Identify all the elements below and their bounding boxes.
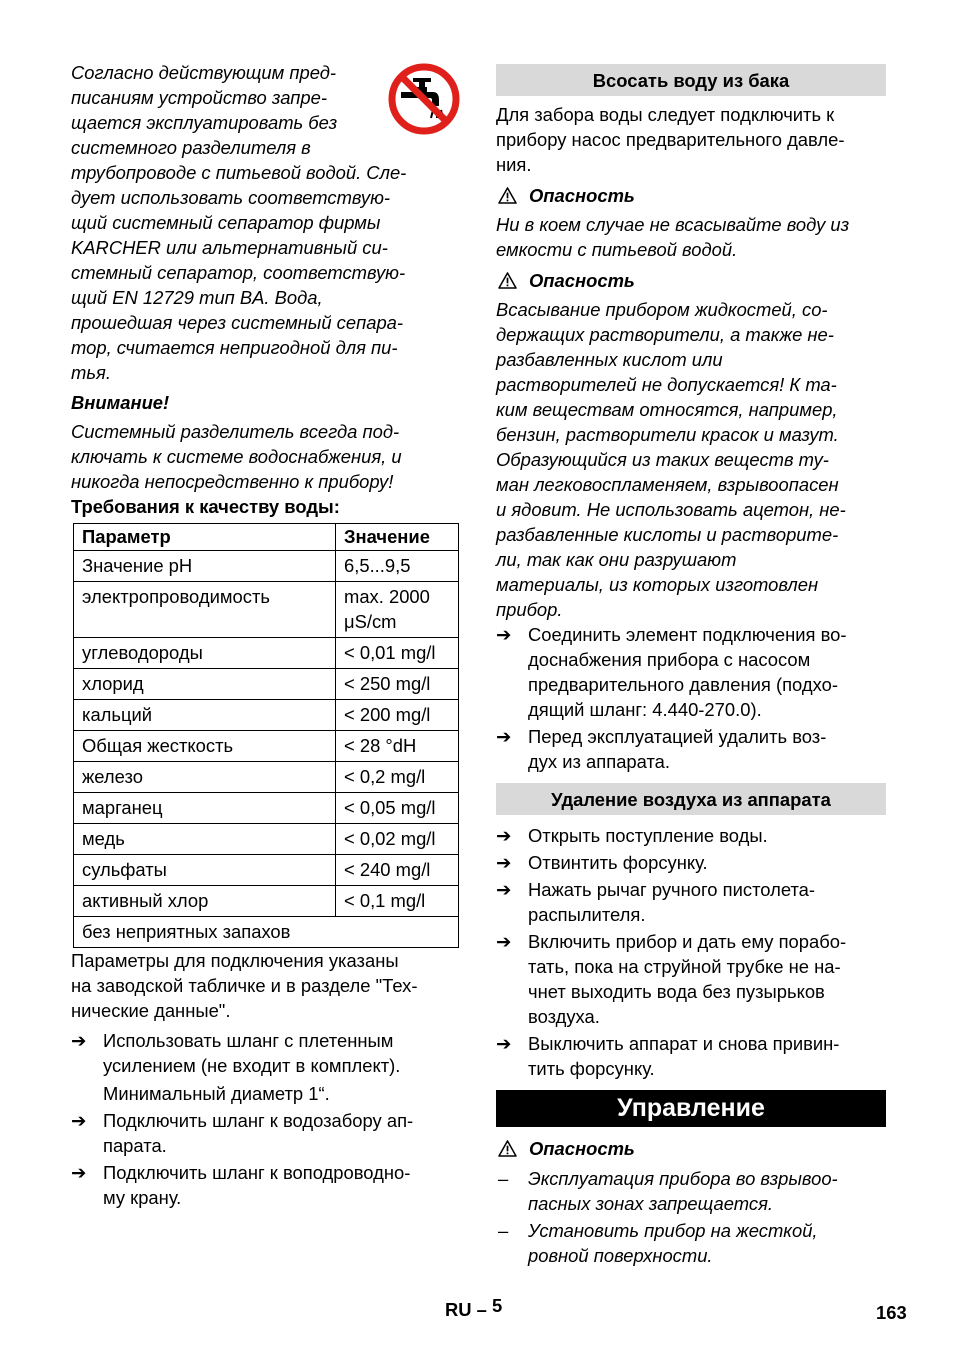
table-row xyxy=(74,824,459,855)
min-diameter-text: Минимальный диаметр 1“. xyxy=(103,1083,330,1104)
step-item xyxy=(496,622,886,722)
danger-label: Опасность xyxy=(529,185,635,206)
table-cell-parameter: активный хлор xyxy=(74,886,336,917)
step-item xyxy=(496,850,886,875)
table-cell-value: < 200 mg/l xyxy=(336,700,459,731)
text-line: Всасывание прибором жидкостей, со- xyxy=(496,299,828,320)
danger-label: Опасность xyxy=(529,1138,635,1159)
table-cell-value: < 250 mg/l xyxy=(336,669,459,700)
text-line: трубопроводе с питьевой водой. Сле- xyxy=(71,162,407,183)
text-line: никогда непосредственно к прибору! xyxy=(71,471,394,492)
text-line: Отвинтить форсунку. xyxy=(528,852,708,873)
text-line: тить форсунку. xyxy=(528,1058,655,1079)
table-cell-parameter: хлорид xyxy=(74,669,336,700)
text-line: дует использовать соответствую- xyxy=(71,187,391,208)
water-requirements-heading: Требования к качеству воды: xyxy=(71,496,340,517)
dash-bullet: – xyxy=(498,1168,509,1189)
text-line: стемный сепаратор, соответствую- xyxy=(71,262,406,283)
table-cell-value: max. 2000 μS/cm xyxy=(336,582,459,638)
text-line: ман легковоспламеняем, взрывоопасен xyxy=(496,474,839,495)
attention-heading: Внимание! xyxy=(71,392,170,413)
table-cell-value: < 0,2 mg/l xyxy=(336,762,459,793)
text-line: Открыть поступление воды. xyxy=(528,825,768,846)
table-row xyxy=(74,638,459,669)
step-item xyxy=(496,1031,886,1081)
text-line: щается эксплуатировать без xyxy=(71,112,338,133)
text-line: усилением (не входит в комплект). xyxy=(103,1055,401,1076)
step-item xyxy=(71,1028,459,1078)
suction-intro xyxy=(496,102,886,177)
table-cell-parameter: медь xyxy=(74,824,336,855)
text-line: Системный разделитель всегда под- xyxy=(71,421,400,442)
arrow-icon: ➔ xyxy=(496,931,512,952)
arrow-icon: ➔ xyxy=(496,879,512,900)
table-row xyxy=(74,551,459,582)
dash-list-item xyxy=(496,1218,886,1268)
water-quality-table xyxy=(73,523,459,948)
text-line: KARCHER или альтернативный си- xyxy=(71,237,388,258)
text-line: Подключить шланг к воподроводно- xyxy=(103,1162,411,1183)
no-drinking-water-icon xyxy=(387,62,461,136)
danger-heading xyxy=(496,1136,886,1161)
danger-heading xyxy=(496,183,886,208)
step-item xyxy=(496,929,886,1029)
table-row xyxy=(74,793,459,824)
text-line: му крану. xyxy=(103,1187,182,1208)
text-line: нические данные". xyxy=(71,1000,231,1021)
footer-page-number: 163 xyxy=(876,1302,907,1323)
table-cell-parameter: железо xyxy=(74,762,336,793)
warning-triangle-icon xyxy=(498,272,517,289)
text-line: тать, пока на струйной трубке не на- xyxy=(528,956,841,977)
step-item xyxy=(496,724,886,774)
text-line: распылителя. xyxy=(528,904,646,925)
text-line: писаниям устройство запре- xyxy=(71,87,327,108)
arrow-icon: ➔ xyxy=(496,852,512,873)
deaeration-steps xyxy=(496,823,886,1081)
text-line: Параметры для подключения указаны xyxy=(71,950,399,971)
dash-list-item xyxy=(496,1166,886,1216)
text-line: прибор. xyxy=(496,599,563,620)
text-line: прибору насос предварительного давле- xyxy=(496,129,845,150)
left-steps xyxy=(71,1028,459,1210)
table-cell-parameter: углеводороды xyxy=(74,638,336,669)
text-line: ким веществам относятся, например, xyxy=(496,399,838,420)
operation-dash-list xyxy=(496,1166,886,1268)
text-line: парата. xyxy=(103,1135,167,1156)
text-line: прошедшая через системный сепара- xyxy=(71,312,404,333)
text-line: Выключить аппарат и снова привин- xyxy=(528,1033,840,1054)
step-item xyxy=(71,1160,459,1210)
text-line: ключать к системе водоснабжения, и xyxy=(71,446,402,467)
text-line: Образующийся из таких веществ ту- xyxy=(496,449,829,470)
text-line: Нажать рычаг ручного пистолета- xyxy=(528,879,816,900)
attention-text xyxy=(71,419,459,494)
arrow-icon: ➔ xyxy=(71,1110,87,1131)
table-cell-value: < 28 °dH xyxy=(336,731,459,762)
text-line: щий системный сепаратор фирмы xyxy=(71,212,381,233)
step-item xyxy=(496,823,886,848)
warning-triangle-icon xyxy=(498,1140,517,1157)
table-row xyxy=(74,582,459,638)
text-line: чнет выходить вода без пузырьков xyxy=(528,981,825,1002)
text-line: емкости с питьевой водой. xyxy=(496,239,738,260)
table-footer-row xyxy=(74,917,459,948)
text-line: ровной поверхности. xyxy=(528,1245,713,1266)
text-line: Согласно действующим пред- xyxy=(71,62,337,83)
table-cell-parameter: Общая жесткость xyxy=(74,731,336,762)
table-row xyxy=(74,669,459,700)
arrow-icon: ➔ xyxy=(496,1033,512,1054)
text-line: пасных зонах запрещается. xyxy=(528,1193,774,1214)
arrow-icon: ➔ xyxy=(71,1030,87,1051)
text-line: воздуха. xyxy=(528,1006,600,1027)
text-line: ния. xyxy=(496,154,532,175)
text-line: Соединить элемент подключения во- xyxy=(528,624,847,645)
table-cell-value: < 0,1 mg/l xyxy=(336,886,459,917)
text-line: доснабжения прибора с насосом xyxy=(528,649,811,670)
text-line: ли, так как они разрушают xyxy=(496,549,737,570)
table-footer-note: без неприятных запахов xyxy=(74,917,459,948)
text-line: Подключить шланг к водозабору ап- xyxy=(103,1110,414,1131)
table-cell-value: < 240 mg/l xyxy=(336,855,459,886)
text-line: Включить прибор и дать ему порабо- xyxy=(528,931,847,952)
text-line: разбавленных кислот или xyxy=(496,349,723,370)
danger-text xyxy=(496,212,886,262)
left-column xyxy=(71,60,459,1210)
text-line: на заводской табличке и в разделе "Тех- xyxy=(71,975,418,996)
text-line: бензин, растворители красок и мазут. xyxy=(496,424,839,445)
warning-triangle-icon xyxy=(498,187,517,204)
section-heading-suction: Всосать воду из бака xyxy=(496,64,886,96)
table-cell-parameter: марганец xyxy=(74,793,336,824)
text-line: дящий шланг: 4.440-270.0). xyxy=(528,699,762,720)
table-cell-parameter: электропроводимость xyxy=(74,582,336,638)
table-cell-value: < 0,02 mg/l xyxy=(336,824,459,855)
arrow-icon: ➔ xyxy=(496,726,512,747)
table-header-row xyxy=(74,524,459,551)
text-line: и ядовит. Не использовать ацетон, не- xyxy=(496,499,846,520)
text-line: разбавленные кислоты и растворите- xyxy=(496,524,839,545)
table-row xyxy=(74,762,459,793)
footer-lang: RU – xyxy=(445,1299,493,1320)
table-row xyxy=(74,731,459,762)
text-line: щий EN 12729 тип BA. Вода, xyxy=(71,287,323,308)
footer-lang-page xyxy=(445,1297,502,1322)
section-heading-deaeration: Удаление воздуха из аппарата xyxy=(496,783,886,815)
arrow-icon: ➔ xyxy=(496,624,512,645)
text-line: тья. xyxy=(71,362,111,383)
danger-heading xyxy=(496,268,886,293)
right-column xyxy=(496,60,886,1268)
arrow-icon: ➔ xyxy=(496,825,512,846)
text-line: Эксплуатация прибора во взрывоо- xyxy=(528,1168,838,1189)
text-line: растворителей не допускается! К та- xyxy=(496,374,837,395)
text-line: предварительного давления (подхо- xyxy=(528,674,838,695)
table-cell-value: < 0,01 mg/l xyxy=(336,638,459,669)
danger-label: Опасность xyxy=(529,270,635,291)
footer-local-page: 5 xyxy=(492,1295,503,1316)
step-item xyxy=(496,877,886,927)
danger-text xyxy=(496,297,886,622)
table-cell-parameter: Значение pH xyxy=(74,551,336,582)
table-row xyxy=(74,886,459,917)
chapter-heading-operation: Управление xyxy=(496,1090,886,1127)
text-line: держащих растворители, а также не- xyxy=(496,324,834,345)
step-item xyxy=(71,1108,459,1158)
table-row xyxy=(74,700,459,731)
table-cell-parameter: сульфаты xyxy=(74,855,336,886)
text-line: Установить прибор на жесткой, xyxy=(528,1220,818,1241)
text-line: Для забора воды следует подключить к xyxy=(496,104,835,125)
text-line: Перед эксплуатацией удалить воз- xyxy=(528,726,827,747)
table-header-parameter: Параметр xyxy=(74,524,336,551)
text-line: Ни в коем случае не всасывайте воду из xyxy=(496,214,850,235)
table-row xyxy=(74,855,459,886)
text-line: дух из аппарата. xyxy=(528,751,671,772)
text-line: материалы, из которых изготовлен xyxy=(496,574,819,595)
dash-bullet: – xyxy=(498,1220,509,1241)
table-cell-value: < 0,05 mg/l xyxy=(336,793,459,824)
text-line: тор, считается непригодной для пи- xyxy=(71,337,398,358)
table-cell-parameter: кальций xyxy=(74,700,336,731)
suction-steps xyxy=(496,622,886,774)
table-cell-value: 6,5...9,5 xyxy=(336,551,459,582)
text-line: системного разделителя в xyxy=(71,137,311,158)
connection-params-text xyxy=(71,948,459,1023)
arrow-icon: ➔ xyxy=(71,1162,87,1183)
text-line: Использовать шланг с плетенным xyxy=(103,1030,394,1051)
table-header-value: Значение xyxy=(336,524,459,551)
no-drinking-water-sign xyxy=(387,62,467,144)
